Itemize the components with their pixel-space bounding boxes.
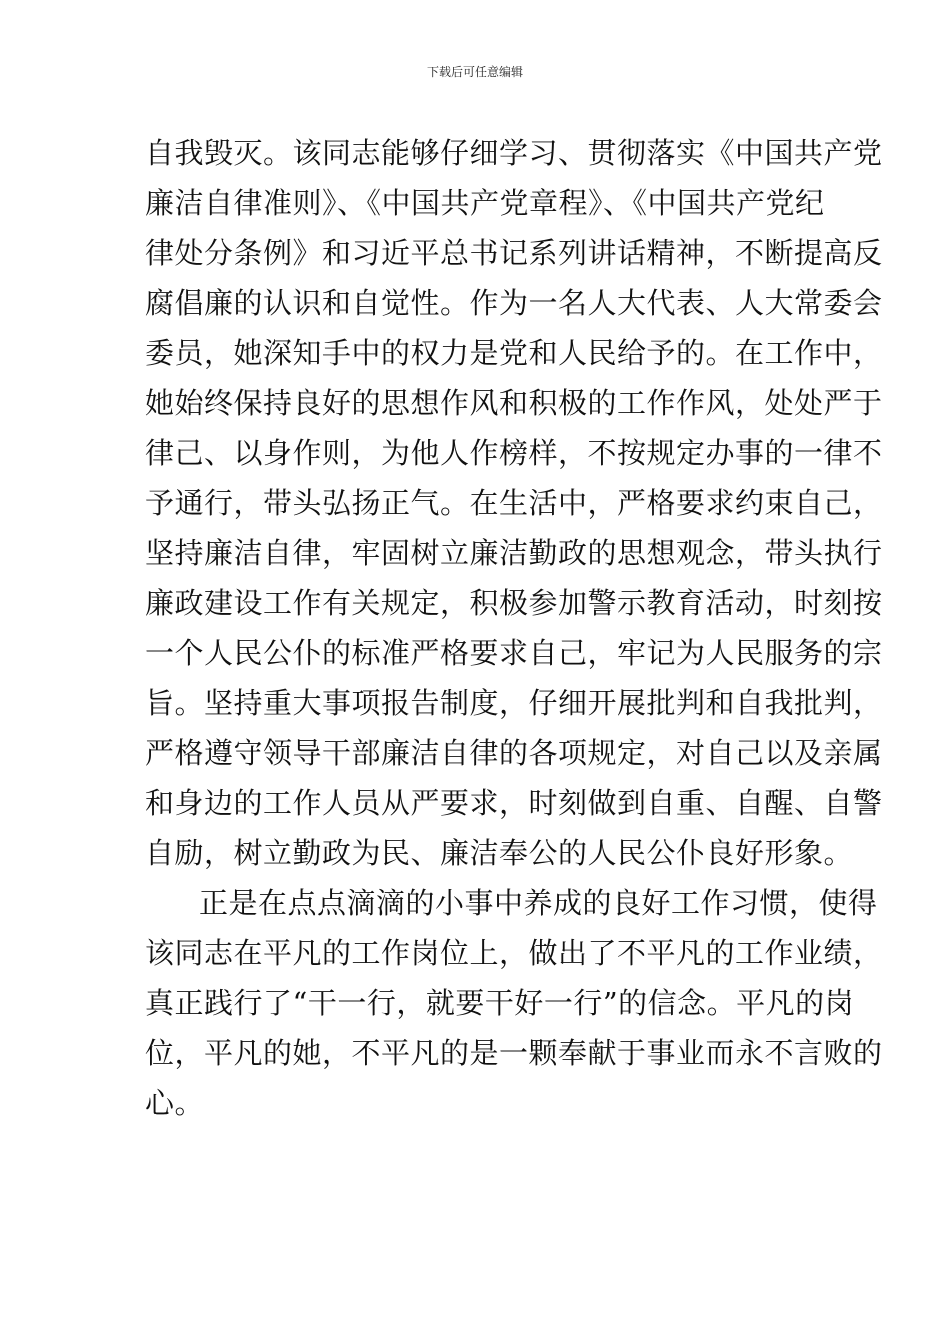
text-line: 该同志在平凡的工作岗位上，做出了不平凡的工作业绩， [145, 936, 883, 970]
text-line: 予通行，带头弘扬正气。在生活中，严格要求约束自己， [145, 486, 883, 520]
paragraph-1 [145, 128, 883, 878]
text-line: 心。 [145, 1086, 205, 1120]
text-line: 一个人民公仆的标准严格要求自己，牢记为人民服务的宗 [145, 636, 883, 670]
text-line: 坚持廉洁自律，牢固树立廉洁勤政的思想观念，带头执行 [145, 536, 883, 570]
text-line: 正是在点点滴滴的小事中养成的良好工作习惯，使得 [199, 886, 878, 920]
page-header: 下载后可任意编辑 [426, 65, 523, 79]
text-line: 严格遵守领导干部廉洁自律的各项规定，对自己以及亲属 [145, 736, 883, 770]
text-line: 律处分条例》和习近平总书记系列讲话精神，不断提高反 [145, 236, 883, 270]
text-line: 自我毁灭。该同志能够仔细学习、贯彻落实《中国共产党 [145, 136, 883, 170]
text-line: 廉洁自律准则》、《中国共产党章程》、《中国共产党纪 [145, 186, 825, 220]
text-line: 自励，树立勤政为民、廉洁奉公的人民公仆良好形象。 [145, 836, 854, 870]
document-body [145, 128, 883, 1128]
text-line: 委员，她深知手中的权力是党和人民给予的。在工作中， [145, 336, 883, 370]
text-line: 廉政建设工作有关规定，积极参加警示教育活动，时刻按 [145, 586, 883, 620]
text-line: 腐倡廉的认识和自觉性。作为一名人大代表、人大常委会 [145, 286, 883, 320]
text-line: 位，平凡的她，不平凡的是一颗奉献于事业而永不言败的 [145, 1036, 883, 1070]
text-line: 律己、以身作则，为他人作榜样，不按规定办事的一律不 [145, 436, 883, 470]
text-line: 旨。坚持重大事项报告制度，仔细开展批判和自我批判， [145, 686, 883, 720]
paragraph-2 [145, 878, 883, 1128]
text-line: 真正践行了“干一行，就要干好一行”的信念。平凡的岗 [145, 986, 855, 1020]
text-line: 和身边的工作人员从严要求，时刻做到自重、自醒、自警 [145, 786, 883, 820]
text-line: 她始终保持良好的思想作风和积极的工作作风，处处严于 [145, 386, 883, 420]
